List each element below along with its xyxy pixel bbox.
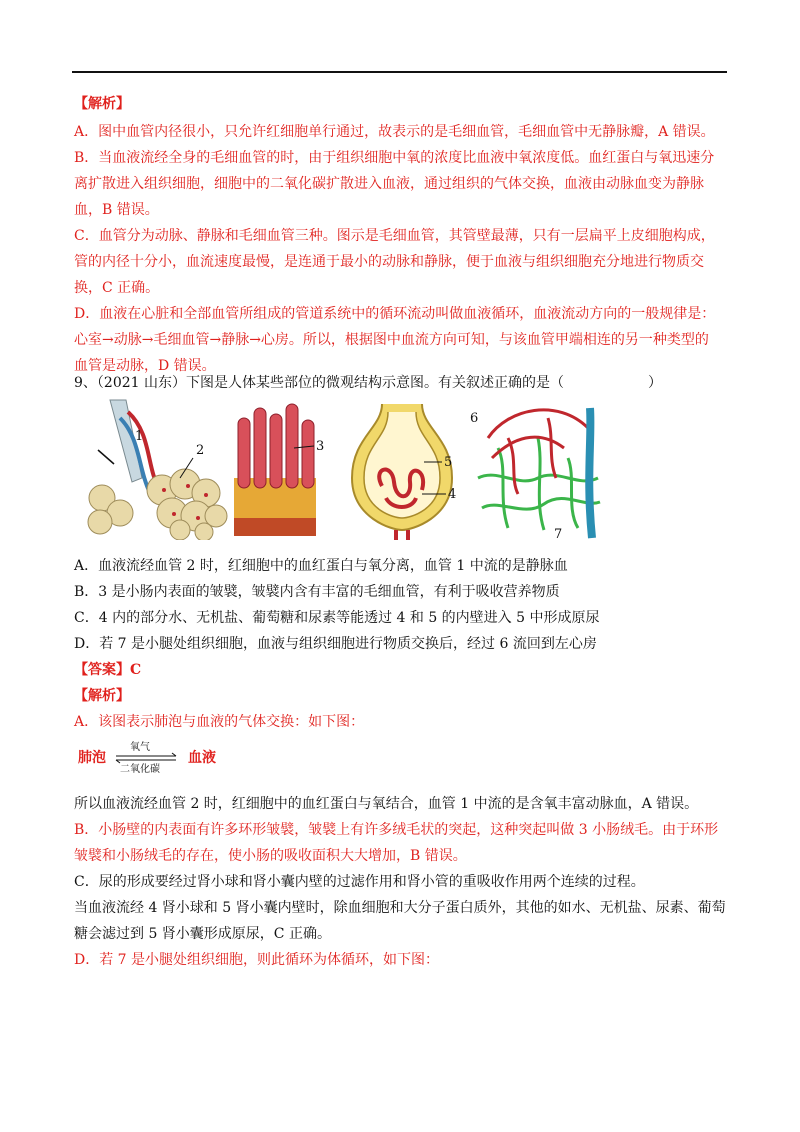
figure-label-5: 5 — [444, 455, 453, 470]
analysis-line: D．若 7 是小腿处组织细胞，则此循环为体循环，如下图： — [74, 952, 440, 968]
analysis-heading: 【解析】 — [74, 96, 130, 112]
analysis-line: C．血管分为动脉、静脉和毛细血管三种。图示是毛细血管，其管壁最薄，只有一层扁平上皮细胞构成， — [74, 228, 715, 244]
analysis-heading-2: 【解析】 — [74, 688, 130, 704]
formula-top: 氧气 — [130, 742, 150, 753]
figure-label-3: 3 — [316, 439, 325, 454]
analysis-line: 所以血液流经血管 2 时，红细胞中的血红蛋白与氧结合，血管 1 中流的是含氧丰富动脉血，A 错误。 — [74, 796, 699, 812]
analysis-line: 皱襞和小肠绒毛的存在，使小肠的吸收面积大大增加，B 错误。 — [74, 848, 467, 864]
option-d: D．若 7 是小腿处组织细胞，血液与组织细胞进行物质交换后，经过 6 流回到左心房 — [74, 636, 597, 652]
answer: 【答案】C — [74, 662, 142, 678]
analysis-line: 血，B 错误。 — [74, 202, 159, 218]
villi-figure — [232, 398, 332, 540]
formula-bottom: 二氧化碳 — [120, 764, 160, 775]
figure-label-7: 7 — [554, 527, 563, 540]
option-a: A．血液流经血管 2 时，红细胞中的血红蛋白与氧分离，血管 1 中流的是静脉血 — [74, 558, 568, 574]
question-stem: 9、（2021 山东）下图是人体某些部位的微观结构示意图。有关叙述正确的是（ ） — [74, 375, 662, 391]
figure-label-1: 1 — [135, 429, 144, 444]
question-figure — [80, 398, 610, 540]
formula-right: 血液 — [188, 750, 216, 766]
analysis-line: 心室→动脉→毛细血管→静脉→心房。所以，根据图中血流方向可知，与该血管甲端相连的另一种类型的 — [74, 332, 709, 348]
formula-left: 肺泡 — [78, 750, 106, 766]
analysis-line: 当血液流经 4 肾小球和 5 肾小囊内壁时，除血细胞和大分子蛋白质外，其他的如水、无机盐、尿素、葡萄 — [74, 900, 726, 916]
analysis-line: A．图中血管内径很小，只允许红细胞单行通过，故表示的是毛细血管，毛细血管中无静脉瓣，A 错误。 — [74, 124, 715, 140]
figure-label-4: 4 — [448, 487, 457, 502]
analysis-line: 血管是动脉，D 错误。 — [74, 358, 216, 374]
analysis-line: C．尿的形成要经过肾小球和肾小囊内壁的过滤作用和肾小管的重吸收作用两个连续的过程。 — [74, 874, 645, 890]
alveoli-figure — [80, 398, 230, 540]
figure-label-2: 2 — [196, 443, 205, 458]
analysis-line: 管的内径十分小，血流速度最慢，是连通于最小的动脉和静脉，便于血液与组织细胞充分地进行物质交 — [74, 254, 704, 270]
option-c: C．4 内的部分水、无机盐、葡萄糖和尿素等能透过 4 和 5 的内壁进入 5 中形成原尿 — [74, 610, 600, 626]
analysis-line-a: A．该图表示肺泡与血液的气体交换：如下图： — [74, 714, 365, 730]
analysis-line: D．血液在心脏和全部血管所组成的管道系统中的循环流动叫做血液循环，血液流动方向的一般规律是： — [74, 306, 716, 322]
figure-label-6: 6 — [470, 411, 479, 426]
gas-exchange-formula — [78, 738, 238, 776]
analysis-line: B．当血液流经全身的毛细血管的时，由于组织细胞中氧的浓度比血液中氧浓度低。血红蛋白与氧迅速分 — [74, 150, 715, 166]
analysis-line: 离扩散进入组织细胞，细胞中的二氧化碳扩散进入血液，通过组织的气体交换，血液由动脉血变为静脉 — [74, 176, 704, 192]
analysis-line: 换，C 正确。 — [74, 280, 160, 296]
analysis-line: 糖会滤过到 5 肾小囊形成原尿，C 正确。 — [74, 926, 331, 942]
capillary-figure — [468, 398, 608, 540]
analysis-line: B．小肠壁的内表面有许多环形皱襞，皱襞上有许多绒毛状的突起，这种突起叫做 3 小肠绒毛。由于环形 — [74, 822, 719, 838]
header-rule — [72, 71, 727, 73]
glomerulus-figure — [342, 398, 462, 540]
option-b: B．3 是小肠内表面的皱襞，皱襞内含有丰富的毛细血管，有利于吸收营养物质 — [74, 584, 560, 600]
